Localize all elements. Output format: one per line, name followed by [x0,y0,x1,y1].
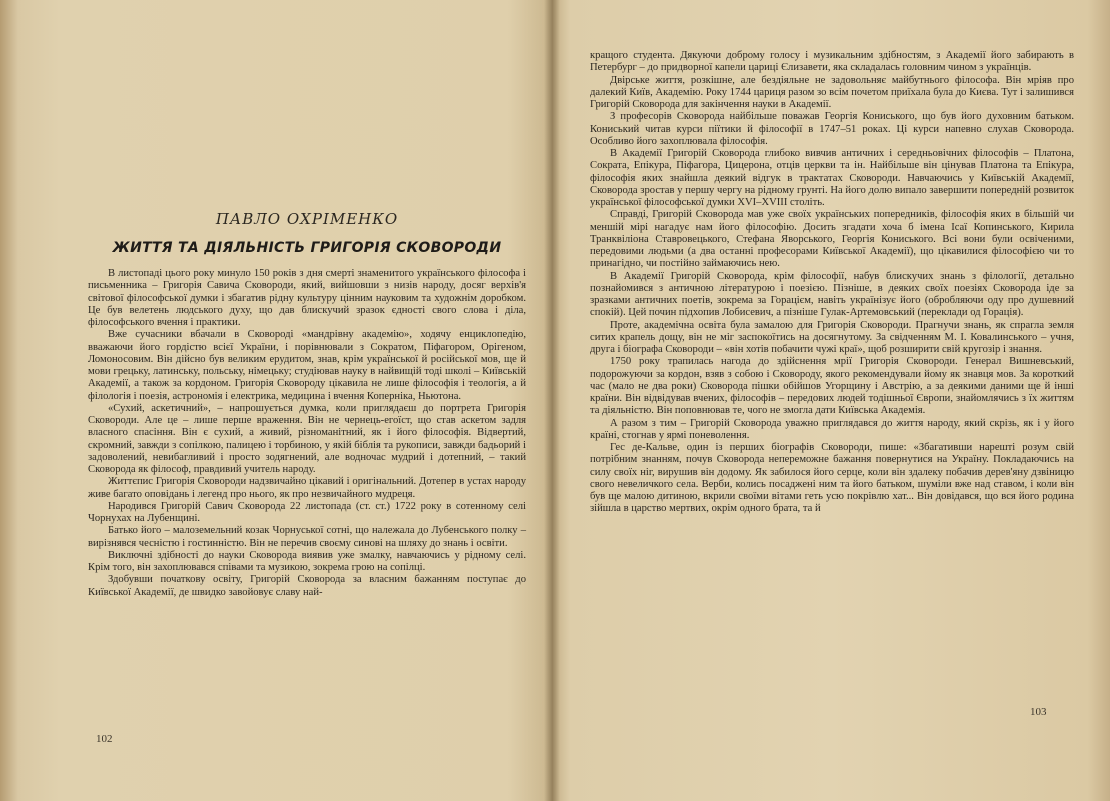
paragraph: В листопаді цього року минуло 150 років з дня смерті знаменитого українського філософа і письменника – Григорія Савича Сковороди, який, вийшовши з низів народу, досяг верхів'я світової філософської думки і збагатив рідну культуру цінним науковим та художнім доробком. Це був велетень людського духу, що дав блискучий зразок єдності свого слова і діла, філософського вчення і практики. [88,268,526,328]
paragraph: Гес де-Кальве, один із перших біографів Сковороди, пише: «Збагативши нарешті розум свій потрібним знанням, почув Сковорода непереможне бажання повернутися на Україну. Покладаючись на силу своїх ніг, вирушив він додому. Як забилося його серце, коли він здалеку побачив дерев'яну дзвіницю свого невеличкого села. Верби, колись посаджені ним та його батьком, шуміли вже над ставом, і коли він був ще малою дитиною, вкрили своїми вітами геть усю покрівлю хат... Він довідався, що вся його родина зійшла в царство мертвих, окрім одного брата, та й [590,442,1074,515]
page-number-left: 102 [96,733,113,745]
paragraph: В Академії Григорій Сковорода глибоко вивчив античних і середньовічних філософів – Платона, Сократа, Епікура, Піфагора, Цицерона, отців церкви та ін. Найбільше він цінував Платона та Епікура, філософія яких знайшла деякий відгук в трактатах Сковороди. Навчаючись у Київській Академії, Сковорода зростав у першу чергу на рідному грунті. На його долю випало завершити попередній розвиток української філософської думки XVI–XVIII століть. [590,148,1074,208]
paragraph: кращого студента. Дякуючи доброму голосу і музикальним здібностям, з Академії його забирають в Петербург – до придворної капели цариці Єлизавети, яка складалась головним чином з українців. [590,50,1074,74]
paragraph: 1750 року трапилась нагода до здійснення мрії Григорія Сковороди. Генерал Вишневський, подорожуючи за кордон, взяв з собою і Сковороду, якого рекомендували йому як знавця мов. За короткий час (мало не два роки) Сковорода пішки обійшов Угорщину і Австрію, а за деякими даними ще й інші країни. Він відвідував вчених, філософів – передових людей тодішньої Європи, знайомлячись з їх життям та діяльністю. Він поповнював те, чого не змогла дати Київська Академія. [590,356,1074,417]
right-page-body [590,50,1074,516]
paragraph: Народився Григорій Савич Сковорода 22 листопада (ст. ст.) 1722 року в сотенному селі Чорнухах на Лубенщині. [88,500,526,524]
article-title: ЖИТТЯ ТА ДІЯЛЬНІСТЬ ГРИГОРІЯ СКОВОРОДИ [112,240,502,256]
paragraph: Двірське життя, розкішне, але бездіяльне не задовольняє майбутнього філософа. Він мріяв про далекий Київ, Академію. Року 1744 цариця разом зо всім почетом приїхала була до Києва. Тут і залишився Григорій Сковорода для закінчення науки в Академії. [590,74,1074,110]
paragraph: Виключні здібності до науки Сковорода виявив уже змалку, навчаючись у рідному селі. Крім того, він захоплювався співами та музикою, зокрема грою на сопілці. [88,549,526,573]
page-number-right: 103 [1030,706,1047,718]
paragraph: Справді, Григорій Сковорода мав уже своїх українських попередників, філософія яких в більшій чи меншій мірі нагадує нам його філософію. Досить згадати хоча б імена Ісаї Копинського, Кирила Транквіліона Ставровецького, Стефана Яворського, Георгія Кониського. Всі вони були освіченими, передовими людьми (а два останні професорами Київської Академії), що цікавилися філософією чи то принагідно, чи постійно займаючись нею. [590,209,1074,270]
paragraph: Життєпис Григорія Сковороди надзвичайно цікавий і оригінальний. Дотепер в устах народу живе багато оповідань і легенд про нього, як про незвичайного мудреця. [88,476,526,500]
paragraph: З професорів Сковорода найбільше поважав Георгія Кониського, що був його духовним батьком. Кониський читав курси піїтики й філософії в 1747–51 роках. Ці курси напевно слухав Сковорода. Особливо його захоплювала філософія. [590,111,1074,147]
paragraph: Здобувши початкову освіту, Григорій Сковорода за власним бажанням поступає до Київської Академії, де швидко завойовує славу най- [88,574,526,598]
paragraph: Батько його – малоземельний козак Чорнуської сотні, що належала до Лубенського полку – вирізнявся чесністю і гостинністю. Він не перечив своєму синові на шляху до знань і освіти. [88,525,526,549]
paragraph: Проте, академічна освіта була замалою для Григорія Сковороди. Прагнучи знань, як спрагла земля ситих крапель дощу, він не міг заспокоїтись на досягнутому. За свідченням М. І. Ковалинського – учня, друга і біографа Сковороди – «він хотів побачити чужі краї», щоб розширити свій кругозір і знання. [590,319,1074,355]
book-gutter [544,0,560,801]
paragraph: «Сухий, аскетичний», – напрошується думка, коли приглядаєш до портрета Григорія Сковороди. Але це – лише перше враження. Він не чернець-егоїст, що став аскетом задля власного спасіння. Він є сухий, а живий, різноманітний, як і його філософія. Відвертий, скромний, завжди з сопілкою, палицею і торбиною, у якій біблія та рукописи, завжди бадьорий і задоволений, невибагливий і просто зодягнений, але водночас мудрий і дотепний, – такий Сковорода як філософ, правдивий учитель народу. [88,402,526,475]
left-page-body [88,268,526,599]
author-name: ПАВЛО ОХРІМЕНКО [215,210,399,228]
paragraph: Вже сучасники вбачали в Сковороді «мандрівну академію», ходячу енциклопедію, вважаючи його гордістю всієї України, і порівнювали з Сократом, Піфагором, Орігеном, Ломоносовим. Він дійсно був великим ерудитом, знав, крім української й російської мов, ще й мови грецьку, латинську, польську, німецьку; студіював науку в найвищій тоді школі – Київській Академії, а також за кордоном. Григорія Сковороду цікавила не лише філософія і теологія, а й філологія і поезія, астрономія і електрика, медицина і вчення Коперніка, Ньютона. [88,329,526,402]
paragraph: В Академії Григорій Сковорода, крім філософії, набув блискучих знань з філології, детально познайомився з античною літературою і поезією. Пізніше, в деяких своїх поезіях Сковорода іде за зразками античних поетів, зокрема за Горацієм, навіть українізує його (обробляючи оду про душевний спокій). Цей почин підхопив Лобисевич, а пізніше Гулак-Артемовський (переклади од Горація). [590,270,1074,319]
right-page [552,0,1110,801]
left-page [0,0,552,801]
paragraph: А разом з тим – Григорій Сковорода уважно приглядався до життя народу, який скрізь, як і у його країні, стогнав у ярмі поневолення. [590,417,1074,441]
